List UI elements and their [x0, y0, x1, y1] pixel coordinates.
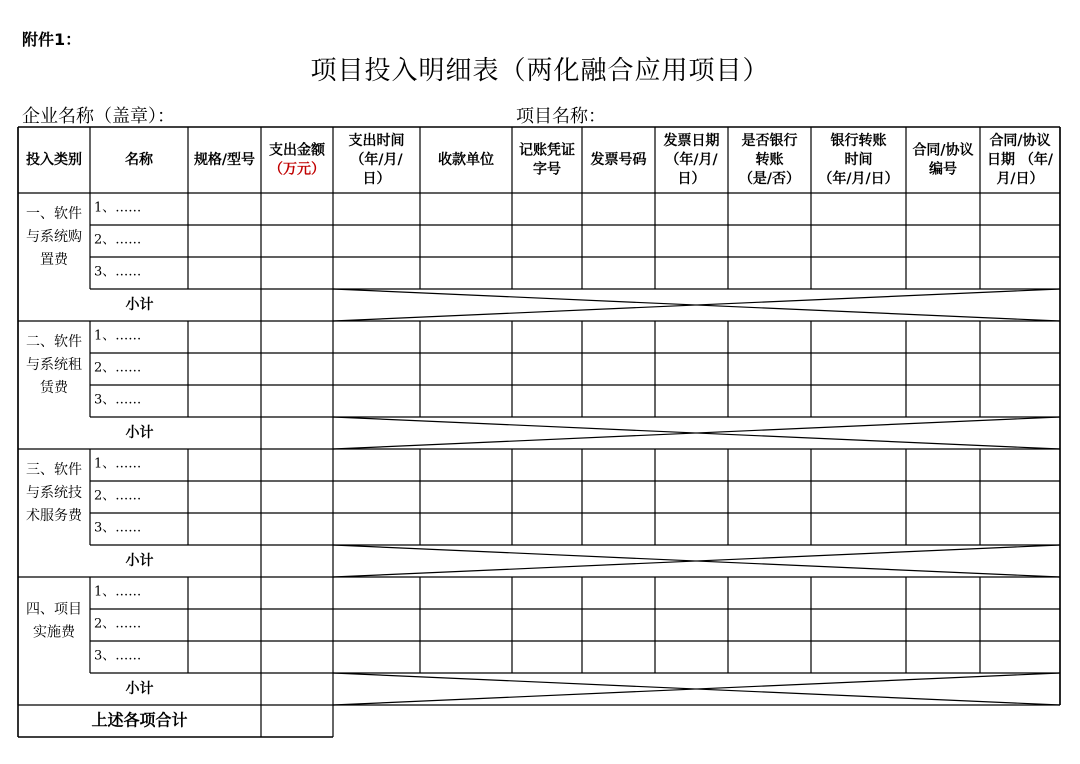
column-header-5: （年/月/ [350, 152, 403, 168]
category-label-1: 与系统购 [26, 229, 82, 245]
column-header-1: 投入类别 [26, 152, 82, 168]
column-header-13: 月/日） [996, 171, 1044, 187]
item-name-4-1: 1、…… [94, 584, 142, 600]
page-title: 项目投入明细表（两化融合应用项目） [310, 56, 770, 86]
subtotal-label-2: 小计 [125, 425, 154, 441]
column-header-8: 发票号码 [590, 152, 647, 168]
company-name-label: 企业名称（盖章）： [22, 106, 175, 127]
item-name-2-1: 1、…… [94, 328, 142, 344]
column-header-12: 编号 [929, 161, 957, 178]
item-name-3-2: 2、…… [94, 488, 142, 504]
item-name-4-3: 3、…… [94, 648, 142, 664]
category-label-1: 一、软件 [26, 206, 82, 222]
column-header-4: 支出金额 [269, 142, 325, 159]
column-header-6: 收款单位 [438, 152, 494, 168]
subtotal-label-4: 小计 [125, 681, 154, 697]
column-header-2: 名称 [125, 152, 153, 168]
column-header-9: 发票日期 [663, 133, 720, 149]
item-name-1-1: 1、…… [94, 200, 142, 216]
category-label-4: 实施费 [33, 624, 75, 641]
attachment-label: 附件1： [22, 30, 82, 49]
category-label-4: 四、项目 [26, 601, 82, 618]
category-label-3: 与系统技 [26, 485, 82, 501]
column-header-4: （万元） [269, 161, 325, 178]
item-name-4-2: 2、…… [94, 616, 142, 632]
column-header-9: 日） [677, 171, 706, 187]
column-header-10: 是否银行 [741, 133, 798, 149]
subtotal-label-3: 小计 [125, 553, 154, 569]
project-name-label: 项目名称： [516, 106, 606, 127]
category-label-1: 置费 [40, 252, 68, 268]
category-label-2: 与系统租 [26, 357, 82, 373]
column-header-12: 合同/协议 [912, 142, 974, 159]
column-header-5: 日） [362, 171, 391, 187]
item-name-3-1: 1、…… [94, 456, 142, 472]
column-header-7: 记账凭证 [519, 142, 575, 159]
item-name-2-3: 3、…… [94, 392, 142, 408]
column-header-11: 时间 [844, 152, 873, 168]
category-label-2: 赁费 [40, 380, 68, 396]
grand-total-label: 上述各项合计 [91, 710, 188, 730]
column-header-11: （年/月/日） [818, 171, 899, 187]
subtotal-label-1: 小计 [125, 297, 154, 313]
column-header-7: 字号 [533, 161, 561, 178]
column-header-10: （是/否） [738, 171, 801, 187]
column-header-13: 合同/协议 [989, 133, 1051, 149]
category-label-3: 三、软件 [26, 462, 82, 478]
item-name-3-3: 3、…… [94, 520, 142, 536]
item-name-2-2: 2、…… [94, 360, 142, 376]
column-header-3: 规格/型号 [193, 152, 256, 168]
category-label-3: 术服务费 [26, 508, 82, 524]
column-header-10: 转账 [755, 152, 784, 168]
column-header-11: 银行转账 [830, 133, 887, 149]
item-name-1-2: 2、…… [94, 232, 142, 248]
column-header-13: 日期 （年/ [987, 152, 1053, 168]
column-header-5: 支出时间 [348, 133, 405, 149]
column-header-9: （年/月/ [665, 152, 718, 168]
item-name-1-3: 3、…… [94, 264, 142, 280]
category-label-2: 二、软件 [26, 334, 82, 350]
